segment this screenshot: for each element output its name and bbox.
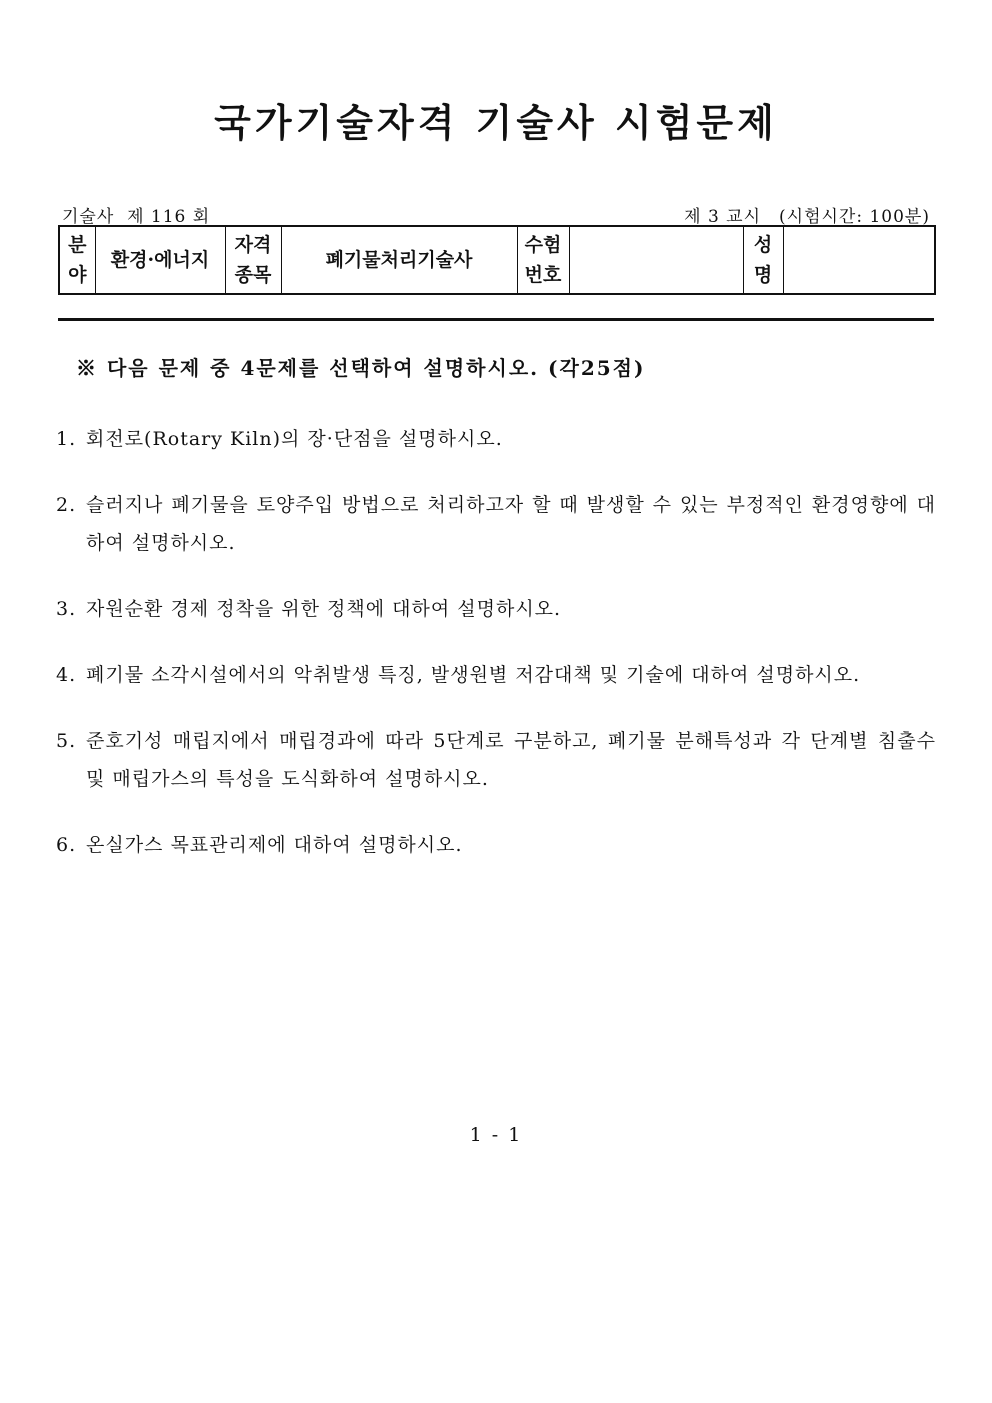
question-item — [56, 486, 936, 562]
question-number: 1. — [56, 428, 77, 450]
question-number: 4. — [56, 664, 77, 686]
qualification-label: 자격 종목 — [225, 226, 281, 294]
question-number: 3. — [56, 598, 77, 620]
name-field[interactable] — [783, 226, 935, 294]
question-item — [56, 722, 936, 798]
exam-session-info — [684, 202, 930, 227]
page-number: 1 - 1 — [469, 1124, 523, 1146]
question-number: 5. — [56, 730, 77, 752]
exam-session: 제 3 교시 — [684, 207, 762, 227]
question-list — [56, 420, 936, 892]
question-text: 온실가스 목표관리제에 대하여 설명하시오. — [86, 834, 463, 856]
question-item — [56, 656, 936, 694]
question-text: 폐기물 소각시설에서의 악취발생 특징, 발생원별 저감대책 및 기술에 대하여 설명하시오. — [86, 664, 861, 686]
field-value: 환경·에너지 — [95, 226, 225, 294]
question-text: 슬러지나 폐기물을 토양주입 방법으로 처리하고자 할 때 발생할 수 있는 부정적인 환경영향에 대하여 설명하시오. — [86, 494, 936, 554]
exam-number-label: 수험 번호 — [517, 226, 569, 294]
question-item — [56, 420, 936, 458]
exam-info-table — [58, 225, 936, 295]
name-label: 성 명 — [743, 226, 783, 294]
exam-meta-row — [62, 202, 930, 226]
section-divider — [58, 318, 934, 321]
exam-number-field[interactable] — [569, 226, 743, 294]
exam-duration: (시험시간: 100분) — [779, 207, 930, 227]
qualification-value: 폐기물처리기술사 — [281, 226, 517, 294]
question-number: 2. — [56, 494, 77, 516]
page-title: 국가기술자격 기술사 시험문제 — [214, 100, 778, 145]
instruction-text: ※ 다음 문제 중 4문제를 선택하여 설명하시오. (각25점) — [76, 356, 646, 380]
question-text: 준호기성 매립지에서 매립경과에 따라 5단계로 구분하고, 폐기물 분해특성과 각 단계별 침출수 및 매립가스의 특성을 도식화하여 설명하시오. — [86, 730, 936, 790]
question-item — [56, 826, 936, 864]
field-label: 분 야 — [59, 226, 95, 294]
question-item — [56, 590, 936, 628]
exam-round: 기술사 제 116 회 — [62, 207, 211, 227]
question-text: 회전로(Rotary Kiln)의 장·단점을 설명하시오. — [86, 428, 503, 450]
question-text: 자원순환 경제 정착을 위한 정책에 대하여 설명하시오. — [86, 598, 562, 620]
question-number: 6. — [56, 834, 77, 856]
